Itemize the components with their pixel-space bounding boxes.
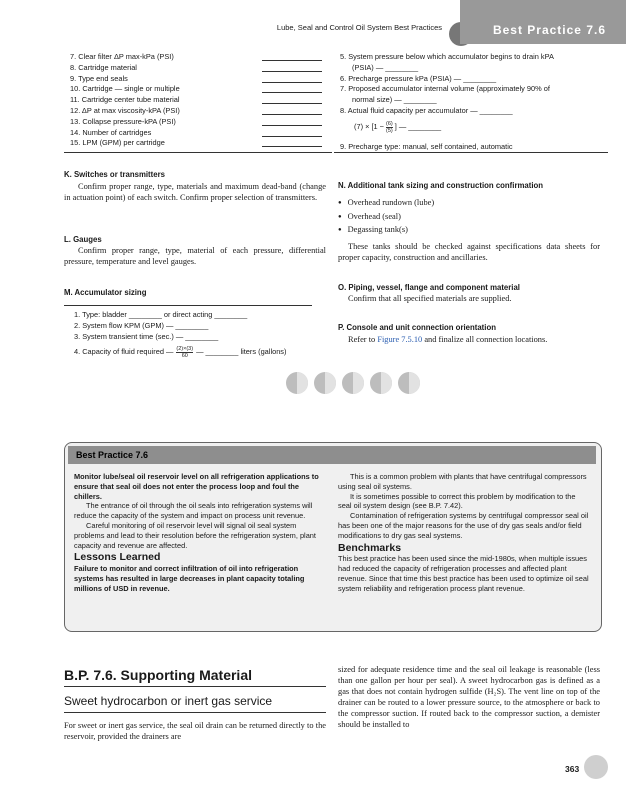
section-m-heading: M. Accumulator sizing: [64, 288, 147, 297]
section-n-bullets: [338, 197, 434, 238]
filter-checklist: [70, 52, 322, 149]
section-divider: [334, 152, 608, 153]
bullet-item: ● Overhead (seal): [338, 211, 434, 225]
section-k-heading: K. Switches or transmitters: [64, 170, 165, 179]
formula-denominator: (5): [386, 128, 393, 135]
formula-suffix: — ________ liters (gallons): [196, 346, 287, 356]
answer-line: [262, 95, 322, 104]
section-p-heading: P. Console and unit connection orientation: [338, 323, 496, 332]
accumulator-sizing-list: [74, 310, 324, 362]
supporting-right-body: sized for adequate residence time and the seal oil leakage is reasonable (less than one gallon per hour per seal). A sweet hydrocarbon gas is defined as a gas that does not contain hydrogen sulfide (H₂S). The vent line on top of the drainer can be routed to a lower pressure source, to the atmosphere or back to the compressor suction. If routed back to the compressor suction, a demister should be installed to: [338, 665, 600, 729]
heading-underline: [64, 686, 326, 687]
supporting-left-body: For sweet or inert gas service, the seal oil drain can be returned directly to the reservoir, provided the drainers are: [64, 721, 326, 741]
benchmarks-heading: Benchmarks: [338, 541, 402, 554]
circle-decoration: [286, 372, 308, 394]
best-practice-left-column: [74, 472, 328, 594]
section-o-body: Confirm that all specified materials are supplied.: [348, 294, 512, 303]
section-divider: [64, 152, 332, 153]
bullet-item: ● Degassing tank(s): [338, 224, 434, 238]
best-practice-paragraph: Contamination of refrigeration systems by centrifugal compressor seal oil has been one of the major reasons for the use of dry gas seals and/or field modifications to dry gas seal systems.: [338, 511, 589, 540]
answer-line: [262, 52, 322, 61]
answer-line: [262, 106, 322, 115]
sizing-item-formula: [74, 342, 324, 362]
section-p-text: and finalize all connection locations.: [422, 335, 548, 344]
circle-decoration: [370, 372, 392, 394]
section-p-body: [348, 334, 610, 345]
checklist-item: 15. LPM (GPM) per cartridge: [70, 138, 165, 148]
checklist-item: 14. Number of cartridges: [70, 127, 152, 137]
checklist-item: 7. Clear filter ΔP max-kPa (PSI): [70, 52, 174, 61]
page-number: 363: [565, 764, 580, 774]
section-l-body: Confirm proper range, type, material of each pressure, differential pressure, temperature and level gauges.: [64, 246, 326, 266]
answer-line: [262, 117, 322, 126]
section-divider: [64, 305, 312, 306]
checklist-item: 12. ΔP at max viscosity-kPA (PSI): [70, 105, 180, 115]
circle-decoration: [342, 372, 364, 394]
best-practice-lead: Monitor lube/seal oil reservoir level on all refrigeration applications to ensure that seal oil does not enter the process loop and foul the chillers.: [74, 472, 319, 501]
checklist-item-cont: (PSIA) — ________: [352, 62, 419, 72]
formula-suffix: ] — ________: [394, 122, 442, 132]
section-l-heading: L. Gauges: [64, 235, 102, 244]
checklist-item: 7. Proposed accumulator internal volume (approximately 90% of: [340, 84, 550, 94]
section-n-body: These tanks should be checked against specifications data sheets for proper capacity, construction and ancillaries.: [338, 242, 600, 262]
heading-underline: [64, 712, 326, 713]
best-practice-paragraph: The entrance of oil through the oil seals into refrigeration systems will reduce the capacity of the system and impact on process unit revenue.: [74, 501, 313, 521]
section-n-heading: N. Additional tank sizing and construction confirmation: [338, 181, 544, 190]
formula-fraction: [176, 346, 193, 359]
answer-line: [262, 138, 322, 147]
circle-decoration: [314, 372, 336, 394]
formula-fraction: [386, 121, 393, 134]
sizing-item: 1. Type: bladder ________ or direct acting ________: [74, 310, 248, 319]
formula-prefix: 4. Capacity of fluid required —: [74, 346, 174, 356]
checklist-item: 9. Precharge type: manual, self contained, automatic: [340, 141, 513, 151]
answer-line: [262, 84, 322, 93]
sizing-item: 2. System flow KPM (GPM) — ________: [74, 320, 209, 330]
checklist-item: 9. Type end seals: [70, 73, 128, 83]
best-practice-tab: [460, 0, 626, 44]
supporting-subheading: Sweet hydrocarbon or inert gas service: [64, 694, 273, 708]
answer-line: [262, 74, 322, 83]
formula-denominator: 60: [181, 352, 188, 359]
running-title: Lube, Seal and Control Oil System Best Practices: [276, 23, 442, 32]
checklist-item: 10. Cartridge — single or multiple: [70, 84, 180, 94]
best-practice-tab-label: Best Practice 7.6: [492, 23, 606, 37]
lessons-learned-heading: Lessons Learned: [74, 551, 161, 564]
lessons-learned-body: Failure to monitor and correct infiltration of oil into refrigeration systems has resulted in large decreases in plant capacity totaling millions of USD in revenue.: [74, 564, 305, 593]
figure-link[interactable]: Figure 7.5.10: [377, 335, 423, 344]
section-k-body: Confirm proper range, type, materials and maximum dead-band (change in actuation point) of each switch. Confirm proper selection of transmitters.: [64, 182, 326, 202]
formula-prefix: (7) × [1 −: [354, 122, 384, 132]
best-practice-paragraph: It is sometimes possible to correct this problem by modification to the seal oil system design (see B.P. 7.42).: [338, 491, 576, 511]
circle-decoration: [398, 372, 420, 394]
answer-line: [262, 128, 322, 137]
formula-numerator: (2)×(3): [176, 345, 194, 352]
checklist-item-cont: normal size) — ________: [352, 95, 437, 105]
accumulator-checklist: [340, 52, 600, 153]
decorative-circles: [286, 372, 420, 394]
formula-numerator: (6): [386, 121, 393, 128]
best-practice-right-column: [338, 472, 590, 594]
best-practice-box-title: Best Practice 7.6: [68, 446, 596, 464]
sizing-item: 3. System transient time (sec.) — ________: [74, 331, 219, 341]
checklist-item: 13. Collapse pressure-kPA (PSI): [70, 116, 176, 126]
answer-line: [262, 63, 322, 72]
bullet-item: ● Overhead rundown (lube): [338, 197, 434, 211]
checklist-item: 6. Precharge pressure kPa (PSIA) — ________: [340, 73, 497, 83]
benchmarks-body: This best practice has been used since the mid-1980s, when multiple issues had reduced the capacity of refrigeration processes and affected plant revenue. Since that time this best practice has been used to optimize oil seal system reliability and refrigeration process plant revenue.: [338, 554, 589, 593]
checklist-item: 8. Actual fluid capacity per accumulator — ________: [340, 105, 513, 115]
checklist-item: 8. Cartridge material: [70, 62, 137, 72]
best-practice-paragraph: Careful monitoring of oil reservoir level will signal oil seal system problems and lead to their resolution before the refrigeration system, plant capacity and revenue are affected.: [74, 520, 316, 550]
supporting-material-heading: B.P. 7.6. Supporting Material: [64, 667, 253, 683]
section-p-text: Refer to: [348, 335, 378, 344]
section-o-heading: O. Piping, vessel, flange and component material: [338, 283, 520, 292]
checklist-item: 5. System pressure below which accumulator begins to drain kPA: [340, 52, 554, 61]
page-circle-decoration: [584, 755, 608, 779]
capacity-formula: [340, 117, 600, 139]
best-practice-paragraph: This is a common problem with plants that have centrifugal compressors using seal oil systems.: [338, 472, 587, 491]
checklist-item: 11. Cartridge center tube material: [70, 95, 180, 105]
